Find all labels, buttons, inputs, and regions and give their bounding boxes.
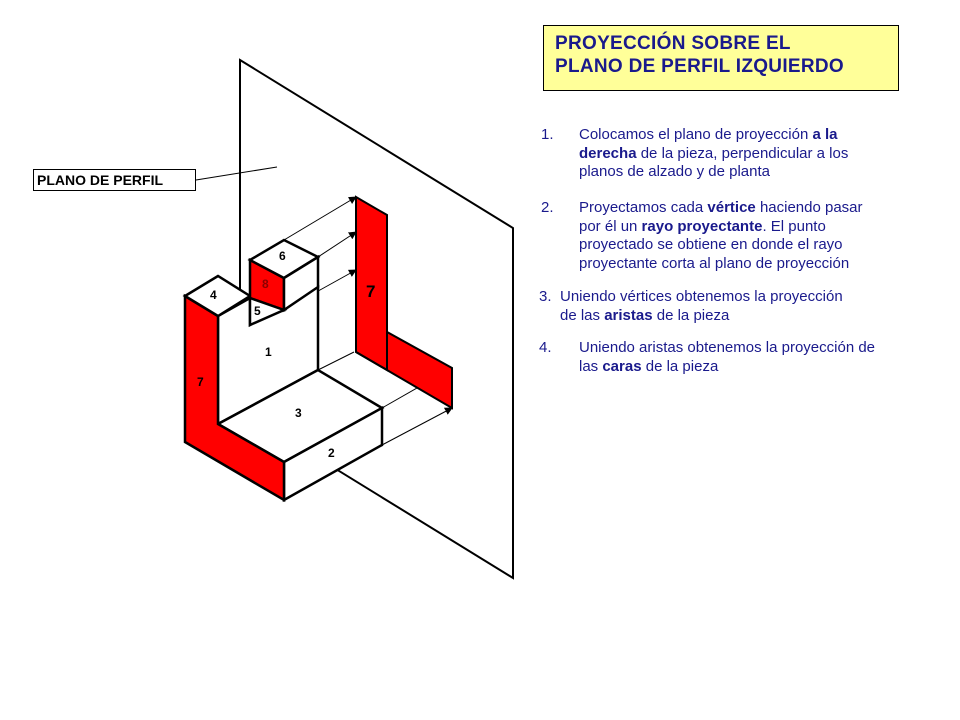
step-line: por él un rayo proyectante. El punto [579,217,826,235]
title-line-1: PROYECCIÓN SOBRE EL [555,33,791,54]
step-line: Proyectamos cada vértice haciendo pasar [579,199,863,216]
step-line: de las aristas de la pieza [560,306,730,324]
face-label-7-projection: 7 [366,282,376,301]
step-line: proyectante corta al plano de proyección [579,254,850,272]
step-4 [539,339,899,379]
step-emphasis: aristas [604,306,653,324]
step-line: las caras de la pieza [579,357,719,375]
plane-label: PLANO DE PERFIL [33,169,196,191]
step-line: derecha de la pieza, perpendicular a los [579,144,849,162]
step-line: proyectado se obtiene en donde el rayo [579,236,843,253]
step-number: 2. [541,199,554,216]
step-number: 4. [539,339,552,356]
face-label-3: 3 [295,406,302,420]
face-label-1: 1 [265,345,272,359]
step-number: 1. [541,126,554,143]
title-box [543,25,899,91]
face-label-4: 4 [210,288,217,302]
face-label-5: 5 [254,304,261,318]
step-line: Colocamos el plano de proyección a la [579,126,838,143]
step-2 [541,199,901,279]
step-emphasis: derecha [579,144,637,162]
step-line: planos de alzado y de planta [579,163,770,180]
step-3 [539,288,899,328]
face-label-2: 2 [328,446,335,460]
step-emphasis: a la [812,126,838,143]
step-emphasis: vértice [707,199,756,216]
step-1 [541,126,901,186]
title-line-2: PLANO DE PERFIL IZQUIERDO [555,56,845,77]
step-number: 3. [539,288,552,305]
face-label-6: 6 [279,249,286,263]
step-line: Uniendo vértices obtenemos la proyección [560,288,843,305]
step-line: Uniendo aristas obtenemos la proyección de [579,339,876,356]
step-emphasis: rayo proyectante [641,217,763,235]
step-emphasis: caras [602,357,642,375]
face-label-7-piece: 7 [197,375,204,389]
face-label-8: 8 [262,277,269,291]
